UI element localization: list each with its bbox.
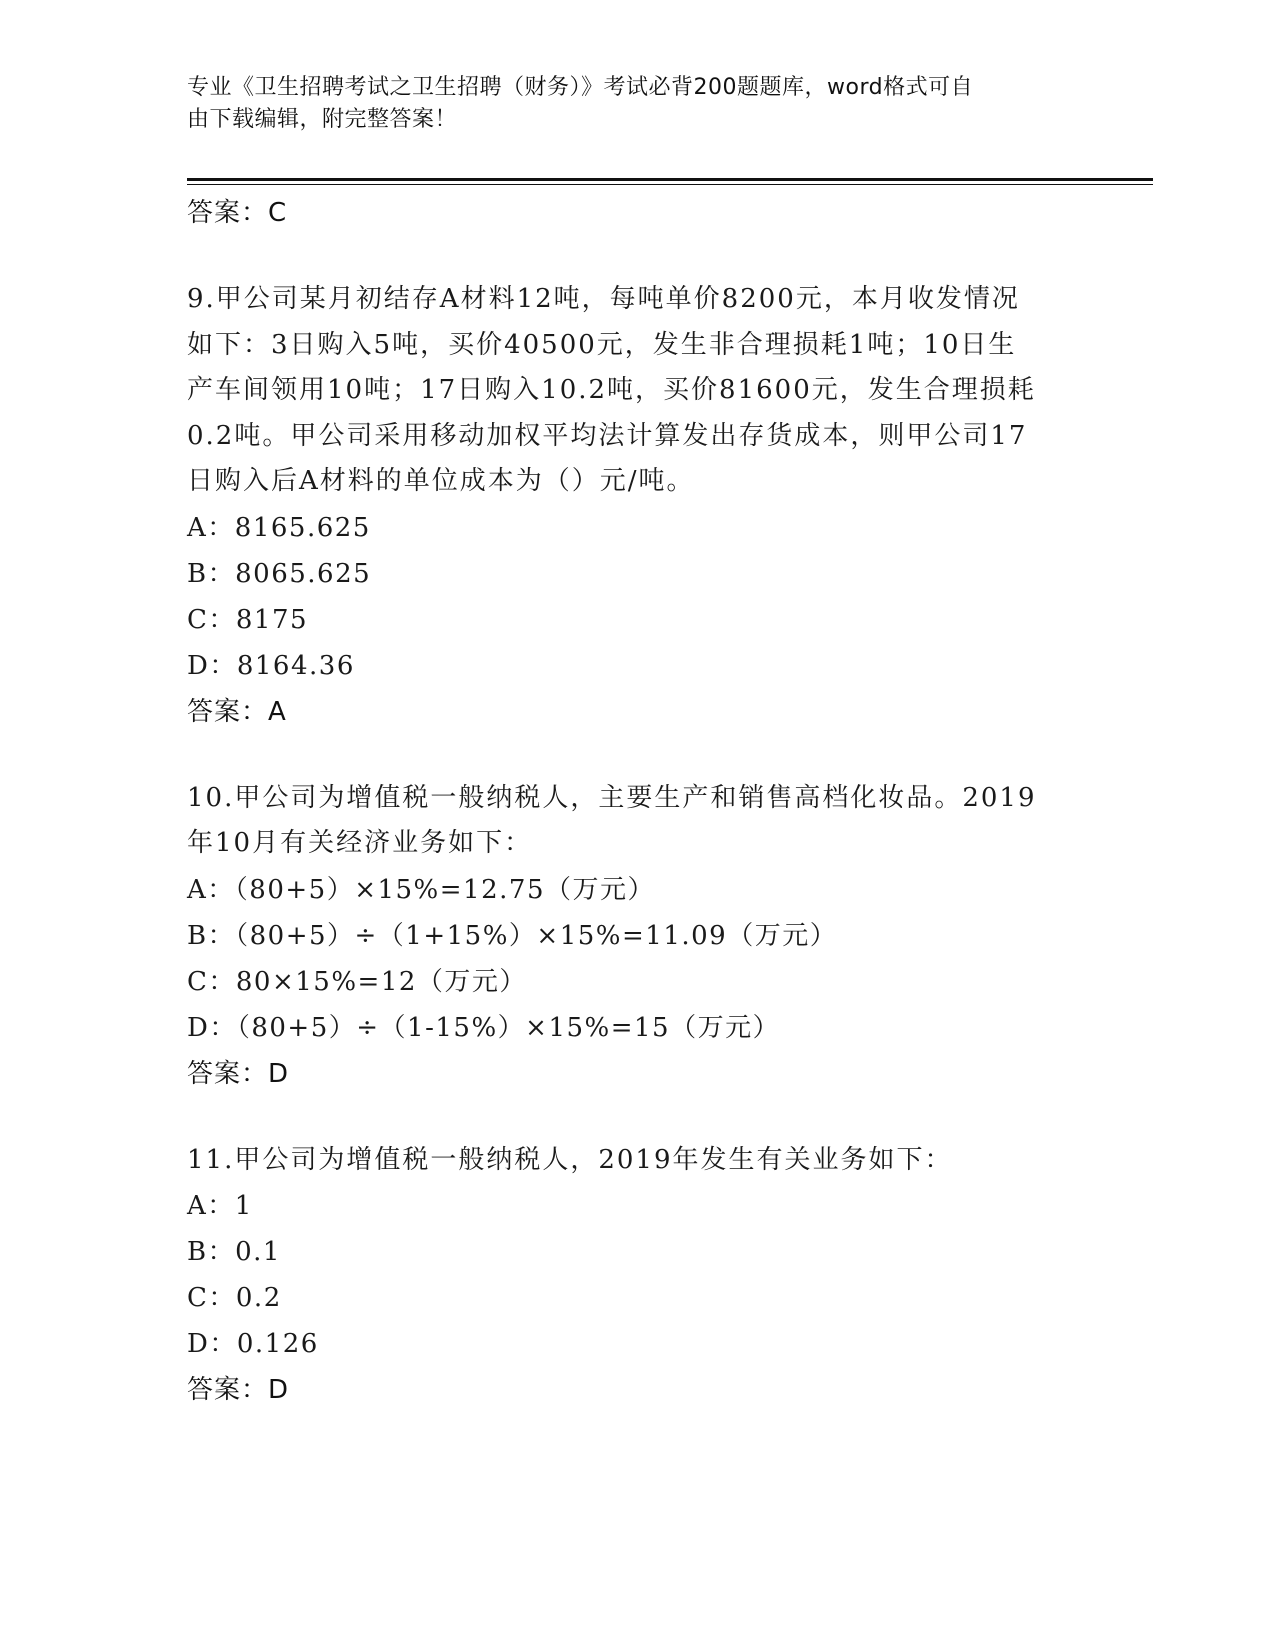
- option-d: D：（80+5）÷（1-15%）×15%=15（万元）: [187, 1012, 781, 1043]
- option-a: A：（80+5）×15%=12.75（万元）: [187, 874, 655, 905]
- option-c: C：8175: [187, 604, 309, 635]
- spacer: [187, 1097, 1077, 1138]
- answer-label: 答案：D: [187, 1058, 290, 1089]
- header-line-2: 由下载编辑，附完整答案！: [187, 107, 458, 132]
- option-a: A：1: [187, 1191, 253, 1221]
- question-stem-line: 11.甲公司为增值税一般纳税人，2019年发生有关业务如下：: [187, 1144, 953, 1175]
- spacer: [187, 236, 1077, 277]
- question-stem-line: 0.2吨。甲公司采用移动加权平均法计算发出存货成本，则甲公司17: [187, 420, 1028, 451]
- option-d: D：8164.36: [187, 650, 355, 681]
- option-c: C：80×15%=12（万元）: [187, 966, 527, 997]
- spacer: [187, 735, 1077, 776]
- option-d: D：0.126: [187, 1329, 319, 1359]
- question-stem-line: 9.甲公司某月初结存A材料12吨，每吨单价8200元，本月收发情况: [187, 284, 1020, 314]
- option-c: C：0.2: [187, 1283, 282, 1313]
- question-list: [187, 190, 1077, 1413]
- document-header: [187, 72, 1067, 136]
- question-10: [187, 776, 1077, 1097]
- answer-label: 答案：D: [187, 1375, 290, 1405]
- previous-answer: 答案：C: [187, 198, 288, 228]
- header-rule-thick: [187, 178, 1153, 181]
- header-line-1: 专业《卫生招聘考试之卫生招聘（财务）》考试必背200题题库，word格式可自: [187, 75, 974, 100]
- answer-label: 答案：A: [187, 696, 287, 727]
- question-stem-line: 年10月有关经济业务如下：: [187, 828, 533, 858]
- question-stem-line: 日购入后A材料的单位成本为（）元/吨。: [187, 466, 695, 496]
- question-stem-line: 如下：3日购入5吨，买价40500元，发生非合理损耗1吨；10日生: [187, 329, 1017, 360]
- option-b: B：（80+5）÷（1+15%）×15%=11.09（万元）: [187, 920, 838, 951]
- question-stem-line: 10.甲公司为增值税一般纳税人，主要生产和销售高档化妆品。2019: [187, 782, 1037, 813]
- option-b: B：0.1: [187, 1237, 281, 1267]
- option-a: A：8165.625: [187, 512, 371, 543]
- question-9: [187, 277, 1077, 735]
- option-b: B：8065.625: [187, 558, 372, 589]
- question-11: [187, 1138, 1077, 1414]
- question-stem-line: 产车间领用10吨；17日购入10.2吨，买价81600元，发生合理损耗: [187, 375, 1036, 405]
- header-rule-thin: [187, 184, 1153, 185]
